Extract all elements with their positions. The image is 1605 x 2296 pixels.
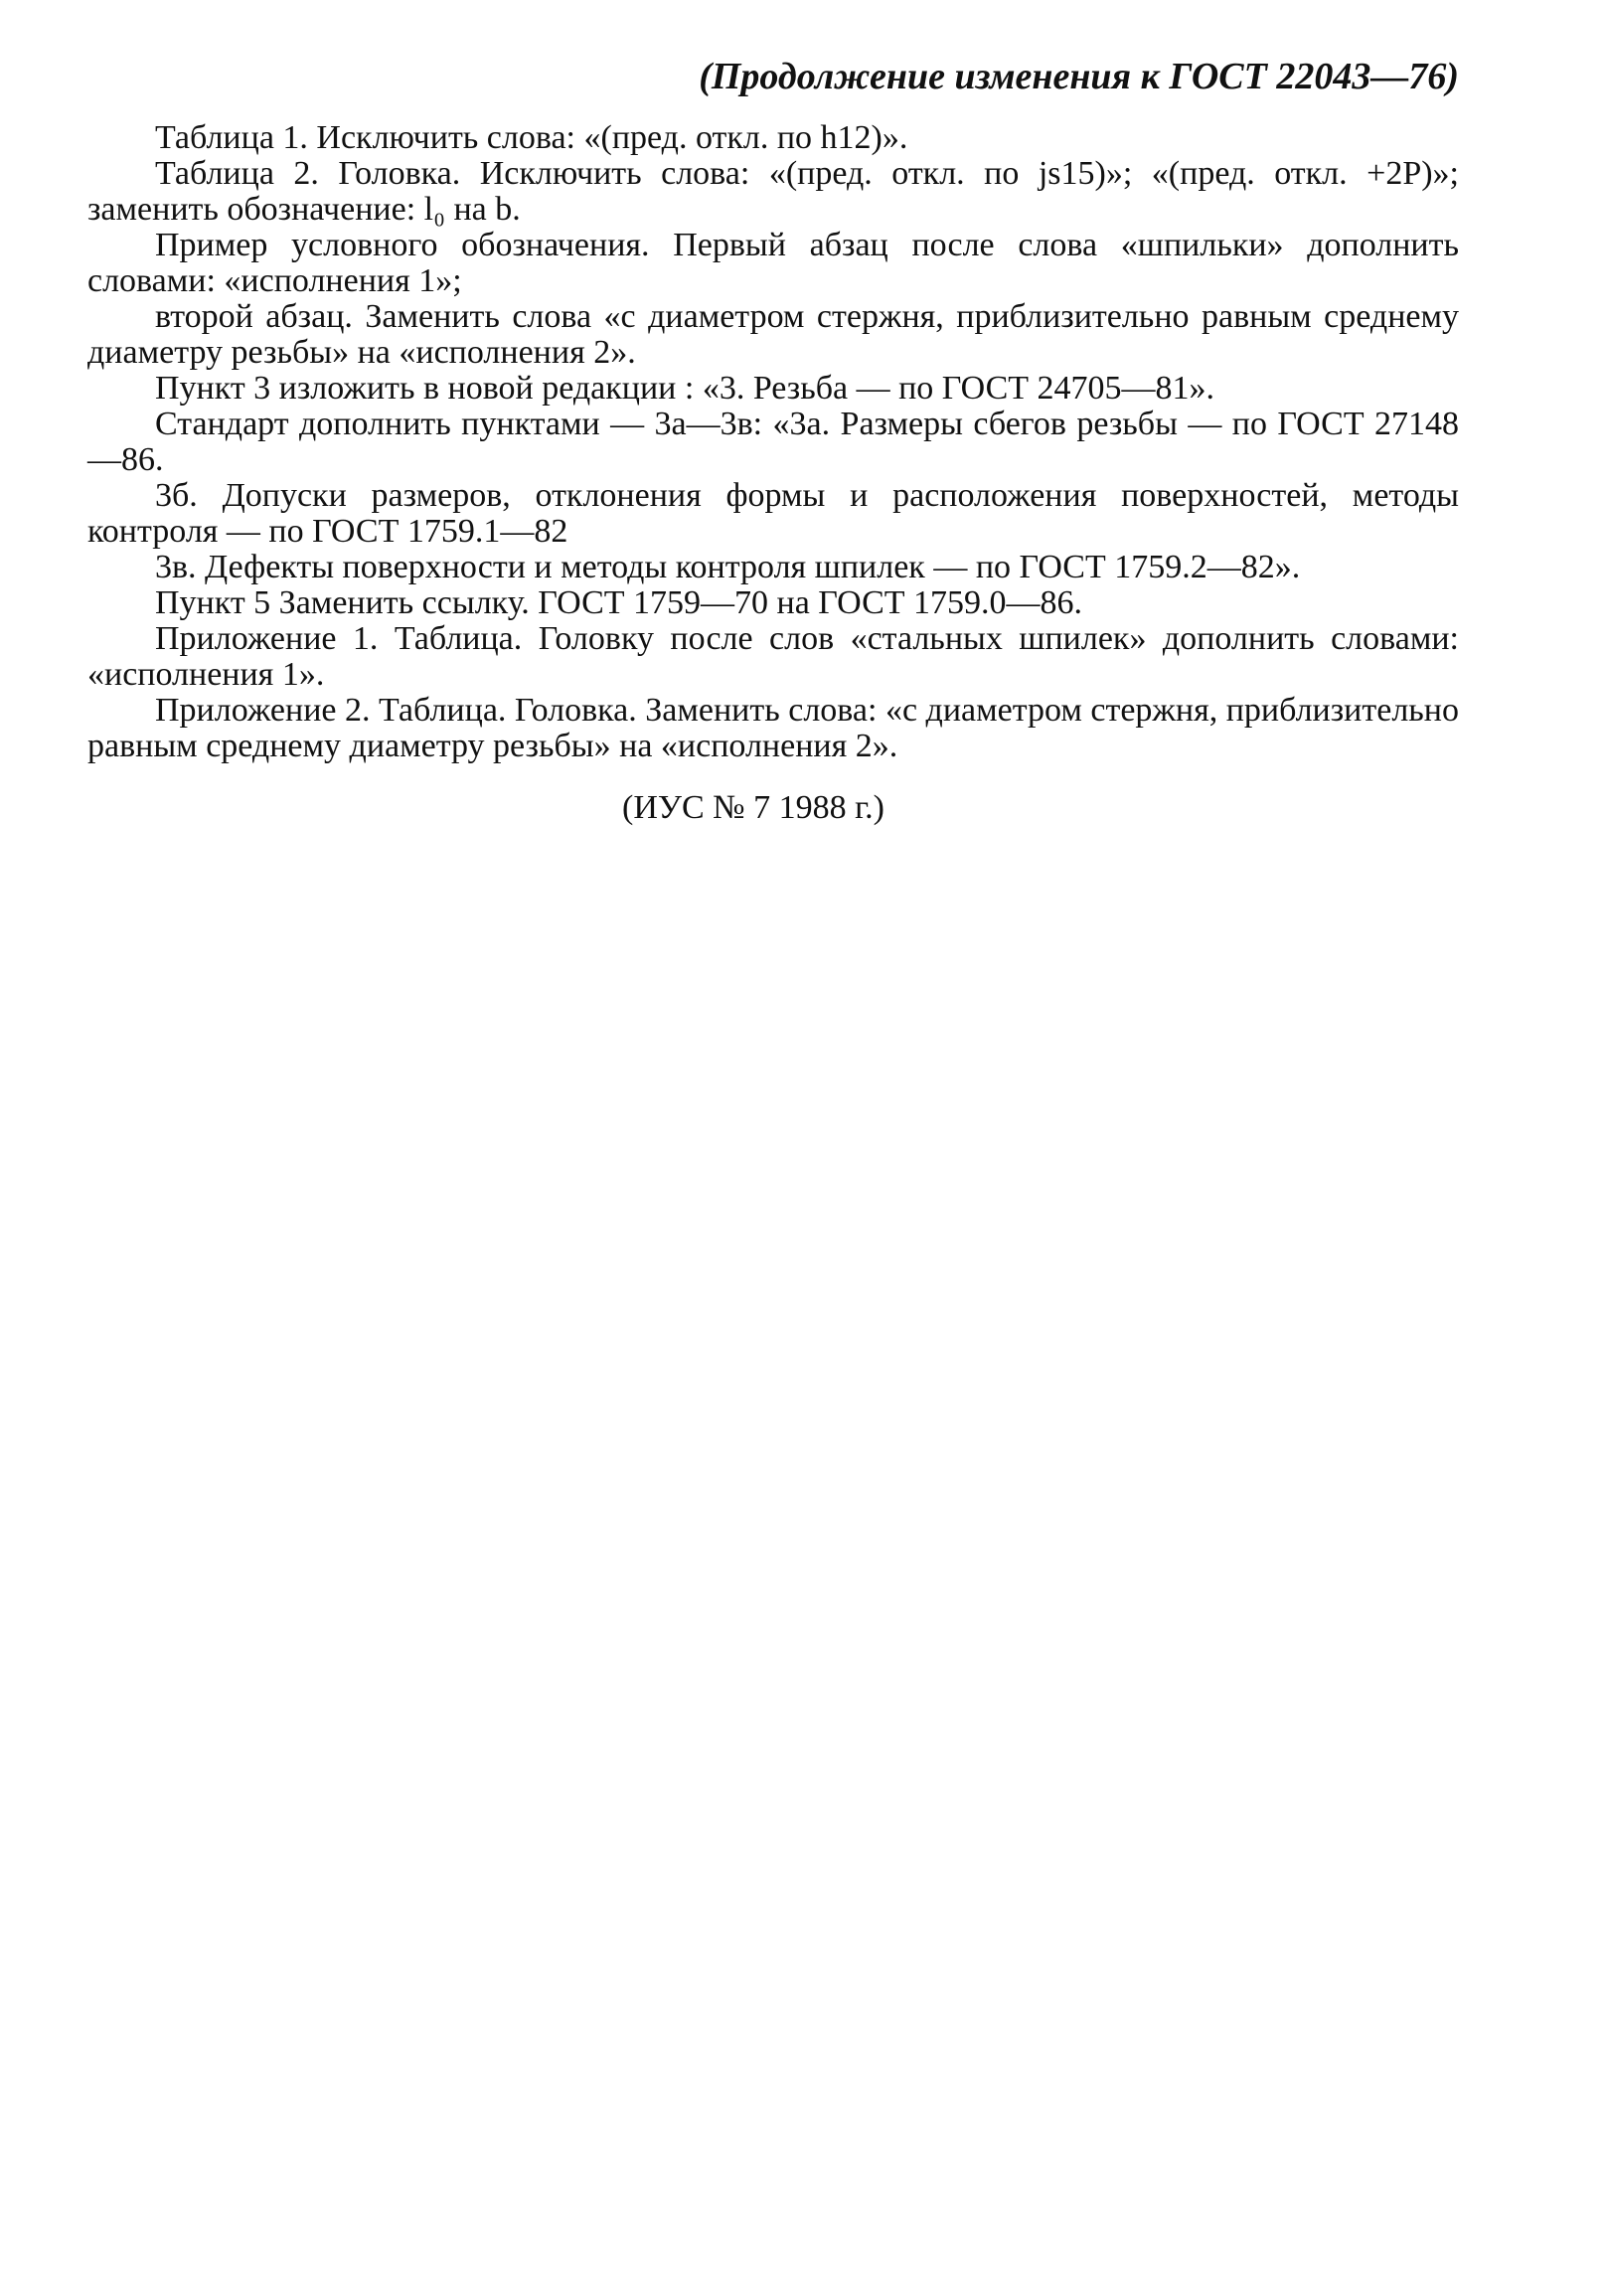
paragraph-appendix-2: Приложение 2. Таблица. Головка. Заменить слова: «с диаметром стержня, приблизительно равным среднему диаметру резьбы» на «исполнения 2». [87, 692, 1459, 764]
page-header: (Продолжение изменения к ГОСТ 22043—76) [699, 56, 1459, 97]
paragraph-designation-example: Пример условного обозначения. Первый абзац после слова «шпильки» дополнить словами: «исполнения 1»; [87, 227, 1459, 299]
paragraph-punkt-3: Пункт 3 изложить в новой редакции : «3. Резьба — по ГОСТ 24705—81». [155, 370, 1215, 407]
paragraph-table-1: Таблица 1. Исключить слова: «(пред. откл. по h12)». [155, 119, 908, 156]
paragraph-standard-supplement: Стандарт дополнить пунктами — 3а—3в: «3а. Размеры сбегов резьбы — по ГОСТ 27148—86. [87, 406, 1459, 478]
paragraph-3v: 3в. Дефекты поверхности и методы контроля шпилек — по ГОСТ 1759.2—82». [155, 549, 1301, 585]
paragraph-punkt-5: Пункт 5 Заменить ссылку. ГОСТ 1759—70 на ГОСТ 1759.0—86. [155, 584, 1083, 621]
paragraph-second-abzac: второй абзац. Заменить слова «с диаметром стержня, приблизительно равным среднему диаметру резьбы» на «исполнения 2». [87, 298, 1459, 371]
paragraph-table-2: Таблица 2. Головка. Исключить слова: «(пред. откл. по js15)»; «(пред. откл. +2P)»; заменить обозначение: l₀ на b. [87, 155, 1459, 228]
document-page [87, 55, 1459, 828]
paragraph-3b: 3б. Допуски размеров, отклонения формы и расположения поверхностей, методы контроля — по ГОСТ 1759.1—82 [87, 477, 1459, 550]
page-footer: (ИУС № 7 1988 г.) [622, 789, 884, 826]
document-body [87, 120, 1459, 764]
paragraph-appendix-1: Приложение 1. Таблица. Головку после слов «стальных шпилек» дополнить словами: «исполнения 1». [87, 620, 1459, 693]
